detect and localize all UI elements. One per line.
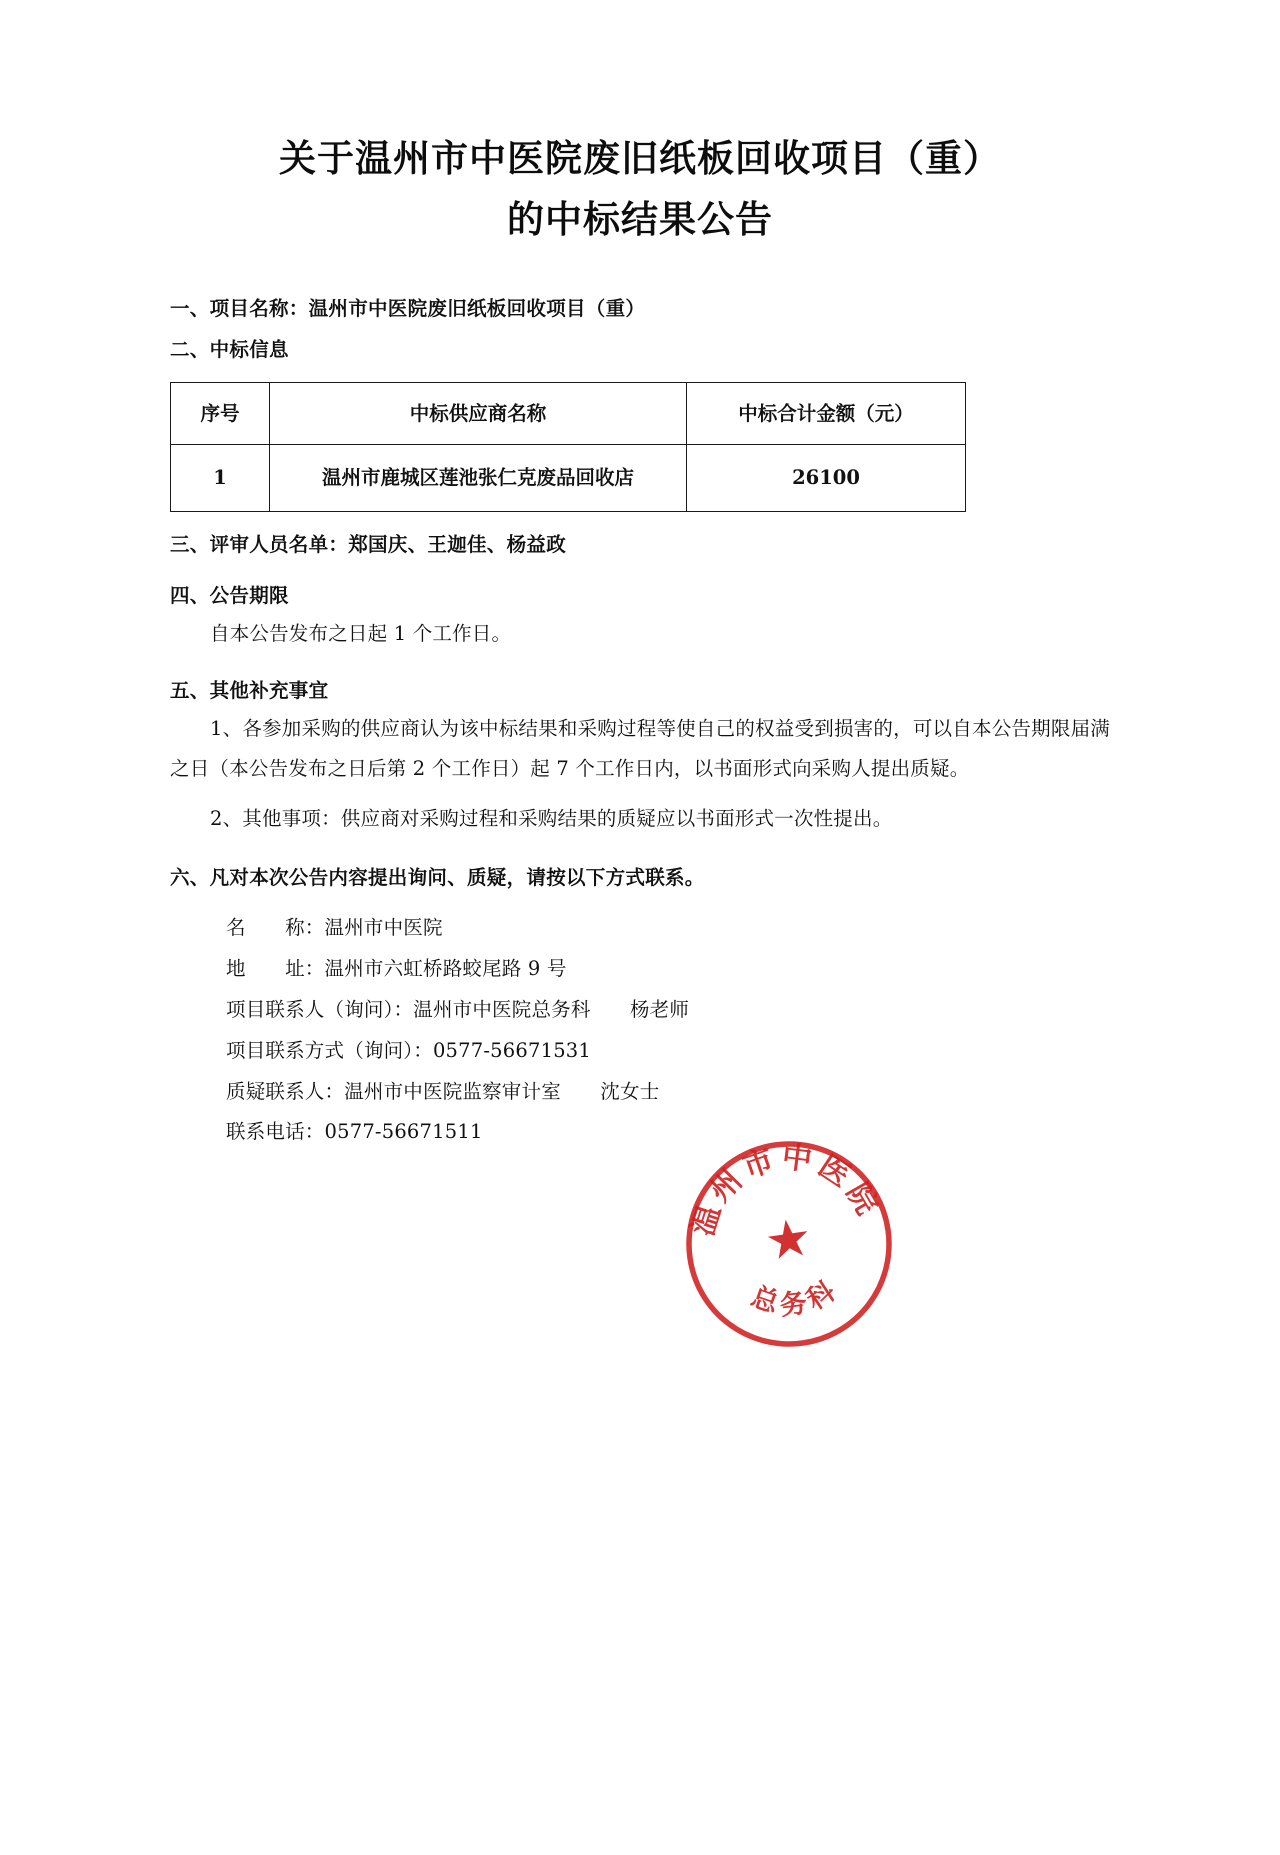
svg-text:★: ★ xyxy=(761,1207,816,1273)
title-line-1: 关于温州市中医院废旧纸板回收项目（重） xyxy=(279,136,1001,180)
section-notice-period xyxy=(170,577,1110,654)
contact-person: 项目联系人（询问）：温州市中医院总务科 杨老师 xyxy=(226,997,690,1021)
official-seal xyxy=(680,1135,898,1353)
contact-address: 地 址：温州市六虹桥路蛟尾路 9 号 xyxy=(226,956,567,980)
title-line-2: 的中标结果公告 xyxy=(507,197,773,242)
svg-text:温州市中医院: 温州市中医院 xyxy=(685,1139,887,1240)
page-title xyxy=(170,128,1110,250)
section-heading-contact: 六、凡对本次公告内容提出询问、质疑，请按以下方式联系。 xyxy=(170,865,705,889)
table-header-supplier: 中标供应商名称 xyxy=(270,383,687,445)
svg-text:总务科: 总务科 xyxy=(746,1272,846,1322)
supplementary-item-2: 2、其他事项：供应商对采购过程和采购结果的质疑应以书面形式一次性提出。 xyxy=(210,806,893,830)
table-row xyxy=(171,445,966,511)
section-heading-notice-period: 四、公告期限 xyxy=(170,583,289,607)
table-cell-no: 1 xyxy=(171,445,270,511)
table-cell-amount: 26100 xyxy=(687,445,966,511)
bid-result-table xyxy=(170,382,966,512)
section-supplementary xyxy=(170,672,1110,839)
section-contact xyxy=(170,859,1110,1154)
notice-period-text: 自本公告发布之日起 1 个工作日。 xyxy=(210,621,512,645)
section-bid-info xyxy=(170,331,1110,512)
table-header-amount: 中标合计金额（元） xyxy=(687,383,966,445)
contact-telephone: 联系电话：0577-56671511 xyxy=(226,1120,483,1144)
contact-challenge-person: 质疑联系人：温州市中医院监察审计室 沈女士 xyxy=(226,1079,660,1103)
section-reviewers xyxy=(170,526,1110,563)
section-project-name xyxy=(170,290,1110,327)
contact-name: 名 称：温州市中医院 xyxy=(226,915,443,939)
supplementary-item-1: 1、各参加采购的供应商认为该中标结果和采购过程等使自己的权益受到损害的，可以自本公告期限届满之日（本公告发布之日后第 2 个工作日）起 7 个工作日内，以书面形式向采购人提出质疑。 xyxy=(170,716,1110,780)
table-cell-supplier: 温州市鹿城区莲池张仁克废品回收店 xyxy=(270,445,687,511)
table-header-row xyxy=(171,383,966,445)
table-header-no: 序号 xyxy=(171,383,270,445)
section-heading-reviewers: 三、评审人员名单：郑国庆、王迦佳、杨益政 xyxy=(170,532,567,556)
section-heading-project-name: 一、项目名称：温州市中医院废旧纸板回收项目（重） xyxy=(170,297,646,321)
section-heading-supplementary: 五、其他补充事宜 xyxy=(170,678,329,702)
section-heading-bid-info: 二、中标信息 xyxy=(170,338,289,362)
document-body xyxy=(170,128,1110,1153)
contact-phone-inquiry: 项目联系方式（询问）：0577-56671531 xyxy=(226,1038,592,1062)
